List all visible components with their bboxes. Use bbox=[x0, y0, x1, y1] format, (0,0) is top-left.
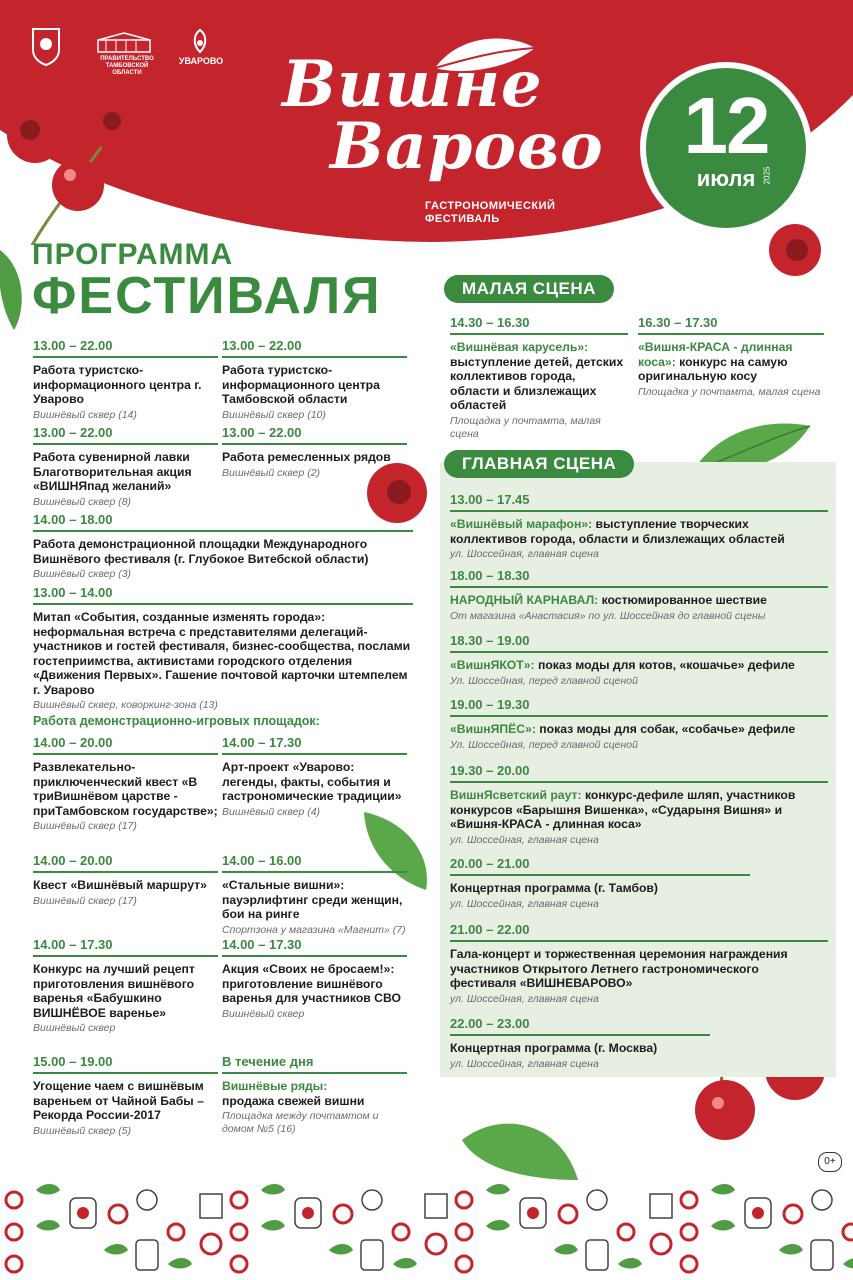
cherry-half-icon bbox=[765, 222, 825, 278]
item-desc-text: выступление детей, детских коллективов города, области и близлежащих областей bbox=[450, 354, 624, 412]
item-desc: Угощение чаем с вишнёвым вареньем от Чайной Бабы – Рекорда России-2017 bbox=[33, 1079, 204, 1122]
item-desc: Квест «Вишнёвый маршрут» bbox=[33, 878, 207, 892]
item-location: Вишнёвый сквер (4) bbox=[222, 805, 321, 818]
main-stage-item bbox=[450, 763, 828, 847]
item-desc bbox=[450, 340, 628, 413]
folk-ornament-pattern bbox=[0, 1180, 853, 1280]
item-time: 13.00 – 22.00 bbox=[222, 338, 407, 358]
item-time: 21.00 – 22.00 bbox=[450, 922, 828, 942]
item-time: 14.00 – 17.30 bbox=[222, 735, 407, 755]
item-time: 13.00 – 22.00 bbox=[33, 338, 218, 358]
item-location: ул. Шоссейная, главная сцена bbox=[450, 1057, 599, 1070]
program-item bbox=[33, 512, 413, 581]
item-desc bbox=[450, 517, 828, 546]
main-stage-item bbox=[450, 492, 828, 561]
program-item bbox=[33, 425, 218, 509]
program-item bbox=[222, 1054, 407, 1136]
item-desc: Работа ремесленных рядов bbox=[222, 450, 391, 464]
item-desc: Работа сувенирной лавки Благотворительная акция «ВИШНЯпад желаний» bbox=[33, 450, 192, 493]
item-time: 16.30 – 17.30 bbox=[638, 315, 824, 335]
date-year: 2025 bbox=[762, 166, 772, 185]
item-desc: Концертная программа (г. Тамбов) bbox=[450, 881, 658, 895]
program-title: ПРОГРАММА bbox=[32, 238, 234, 271]
item-highlight: НАРОДНЫЙ КАРНАВАЛ: bbox=[450, 593, 599, 607]
item-desc: Работа демонстрационной площадки Международного Вишнёвого фестиваля (г. Глубокое Витебской области) bbox=[33, 537, 369, 566]
item-desc-text: показ моды для котов, «кошачье» дефиле bbox=[537, 658, 795, 672]
item-highlight: «Вишня-КРАСА - длинная коса»: bbox=[638, 340, 793, 369]
item-location: Вишнёвый сквер (14) bbox=[33, 408, 137, 421]
item-location: ул. Шоссейная, главная сцена bbox=[450, 992, 599, 1005]
item-location: От магазина «Анастасия» по ул. Шоссейная до главной сцены bbox=[450, 609, 766, 622]
item-desc: Развлекательно-приключенческий квест «В триВишнёвом царстве - приТамбовском государстве»; bbox=[33, 760, 218, 818]
program-item bbox=[222, 853, 407, 937]
item-location: Вишнёвый сквер bbox=[222, 1007, 305, 1020]
item-time: 14.00 – 17.30 bbox=[222, 937, 407, 957]
item-desc-text: костюмированное шествие bbox=[601, 593, 767, 607]
item-desc: Конкурс на лучший рецепт приготовления вишнёвого варенья «Бабушкино ВИШНЁВОЕ варенье» bbox=[33, 962, 195, 1020]
item-location: Вишнёвый сквер (5) bbox=[33, 1124, 132, 1137]
item-time: 13.00 – 14.00 bbox=[33, 585, 413, 605]
item-desc: Митап «События, созданные изменять города»: неформальная встреча с представителями делегаций-участников и гостей фестиваля, бизнес-сообщества, послами гостеприимства, активистами городского отделения «Движения Первых». Гашение почтовой карточки штемпелем г. Уварово bbox=[33, 610, 411, 697]
main-stage-title: ГЛАВНАЯ СЦЕНА bbox=[444, 450, 634, 478]
item-location: Вишнёвый сквер (8) bbox=[33, 495, 132, 508]
program-item bbox=[222, 425, 407, 480]
item-desc-text: конкурс-дефиле шляп, участников конкурсов «Барышня Вишенка», «Сударыня Вишня» и «Вишня-КРАСА - длинная коса» bbox=[450, 788, 796, 831]
org-uvarovo-label: УВАРОВО bbox=[178, 56, 224, 66]
date-day: 12 bbox=[683, 81, 769, 170]
item-location: Вишнёвый сквер (17) bbox=[33, 894, 137, 907]
small-stage-item bbox=[450, 315, 628, 441]
age-rating-badge: 0+ bbox=[818, 1152, 842, 1172]
item-highlight: «ВишнЯКОТ»: bbox=[450, 658, 535, 672]
program-item bbox=[33, 585, 413, 712]
org-government-label: ПРАВИТЕЛЬСТВО ТАМБОВСКОЙ ОБЛАСТИ bbox=[100, 56, 154, 76]
program-item bbox=[222, 937, 407, 1021]
item-time: 14.30 – 16.30 bbox=[450, 315, 628, 335]
item-location: Площадка у почтамта, малая сцена bbox=[450, 414, 601, 440]
main-stage-item bbox=[450, 1016, 710, 1071]
item-desc: Работа туристско-информационного центра Тамбовской области bbox=[222, 363, 380, 406]
program-item bbox=[222, 338, 407, 422]
item-location: ул. Шоссейная, главная сцена bbox=[450, 897, 599, 910]
government-building-icon bbox=[96, 32, 152, 54]
item-desc bbox=[222, 1079, 407, 1108]
item-location: Площадка у почтамта, малая сцена bbox=[638, 385, 821, 398]
date-badge bbox=[640, 62, 812, 234]
item-time: 13.00 – 22.00 bbox=[33, 425, 218, 445]
item-location: ул. Шоссейная, главная сцена bbox=[450, 548, 599, 560]
item-time: В течение дня bbox=[222, 1054, 407, 1074]
item-time: 14.00 – 17.30 bbox=[33, 937, 218, 957]
program-item bbox=[33, 338, 218, 422]
item-location: Вишнёвый сквер, коворкинг-зона (13) bbox=[33, 699, 218, 711]
item-time: 20.00 – 21.00 bbox=[450, 856, 750, 876]
item-desc bbox=[638, 340, 824, 384]
main-stage-item bbox=[450, 856, 750, 911]
leaf-icon bbox=[0, 250, 28, 330]
item-location: ул. Шоссейная, главная сцена bbox=[450, 833, 599, 846]
program-item bbox=[33, 937, 218, 1035]
item-time: 18.30 – 19.00 bbox=[450, 633, 828, 653]
festival-logo-line2: Варово bbox=[330, 109, 604, 184]
item-desc: Работа туристско-информационного центра г. Уварово bbox=[33, 363, 202, 406]
festival-logo-line1: Вишне bbox=[282, 47, 543, 122]
item-highlight: ВишнЯсветский раут: bbox=[450, 788, 582, 802]
item-time: 19.00 – 19.30 bbox=[450, 697, 828, 717]
item-highlight: «Вишнёвый марафон»: bbox=[450, 517, 593, 531]
item-desc: Акция «Своих не бросаем!»: приготовление вишнёвого варенья для участников СВО bbox=[222, 962, 401, 1005]
main-stage-item bbox=[450, 633, 828, 688]
festival-subtitle-2: ФЕСТИВАЛЬ bbox=[425, 213, 500, 225]
item-desc-text: показ моды для собак, «собачье» дефиле bbox=[539, 722, 796, 736]
item-desc bbox=[450, 722, 828, 737]
item-desc: «Стальные вишни»: пауэрлифтинг среди женщин, бои на ринге bbox=[222, 878, 403, 921]
leaf-icon-5 bbox=[460, 1110, 580, 1190]
cherry-cluster-icon bbox=[0, 95, 150, 245]
item-time: 14.00 – 20.00 bbox=[33, 735, 218, 755]
coat-of-arms-icon bbox=[30, 26, 62, 66]
festival-title: ФЕСТИВАЛЯ bbox=[32, 267, 382, 325]
item-time: 14.00 – 16.00 bbox=[222, 853, 407, 873]
festival-subtitle-1: ГАСТРОНОМИЧЕСКИЙ bbox=[425, 200, 556, 212]
item-desc bbox=[450, 788, 828, 832]
item-desc: Арт-проект «Уварово: легенды, факты, события и гастрономические традиции» bbox=[222, 760, 402, 803]
item-desc bbox=[450, 658, 828, 673]
item-desc: Концертная программа (г. Москва) bbox=[450, 1041, 658, 1055]
item-time: 13.00 – 17.45 bbox=[450, 492, 828, 512]
program-item bbox=[222, 735, 407, 819]
item-time: 18.00 – 18.30 bbox=[450, 568, 828, 588]
date-month: июля bbox=[696, 166, 756, 191]
item-location: Ул. Шоссейная, перед главной сценой bbox=[450, 674, 638, 687]
program-item bbox=[33, 853, 218, 908]
item-desc: Гала-концерт и торжественная церемония награждения участников Открытого Летнего гастрономического фестиваля «ВИШНЕВАРОВО» bbox=[450, 947, 788, 990]
item-location: Спортзона у магазина «Магнит» (7) bbox=[222, 923, 406, 936]
item-time: 14.00 – 20.00 bbox=[33, 853, 218, 873]
program-item bbox=[33, 1054, 218, 1138]
item-desc bbox=[450, 593, 828, 608]
item-time: 22.00 – 23.00 bbox=[450, 1016, 710, 1036]
program-item bbox=[33, 735, 218, 833]
item-highlight: «Вишнёвая карусель»: bbox=[450, 340, 589, 354]
uvarovo-logo-icon bbox=[188, 28, 212, 54]
item-location: Вишнёвый сквер (10) bbox=[222, 408, 326, 421]
main-stage-item bbox=[450, 922, 828, 1006]
item-desc-text: выступление творческих коллективов города, области и близлежащих областей bbox=[450, 517, 785, 546]
demo-areas-heading: Работа демонстрационно-игровых площадок: bbox=[33, 714, 320, 728]
item-time: 14.00 – 18.00 bbox=[33, 512, 413, 532]
item-desc-text: конкурс на самую оригинальную косу bbox=[638, 354, 788, 383]
item-time: 13.00 – 22.00 bbox=[222, 425, 407, 445]
item-location: Вишнёвый сквер bbox=[33, 1022, 116, 1034]
item-location: Вишнёвый сквер (17) bbox=[33, 820, 137, 832]
item-desc-text: продажа свежей вишни bbox=[222, 1093, 365, 1108]
item-location: Площадка между почтамтом и домом №5 (16) bbox=[222, 1110, 379, 1135]
item-time: 15.00 – 19.00 bbox=[33, 1054, 218, 1074]
main-stage-item bbox=[450, 568, 828, 623]
small-stage-title: МАЛАЯ СЦЕНА bbox=[444, 275, 614, 303]
item-location: Вишнёвый сквер (2) bbox=[222, 466, 321, 479]
item-location: Ул. Шоссейная, перед главной сценой bbox=[450, 738, 638, 751]
item-highlight: Вишнёвые ряды: bbox=[222, 1079, 328, 1093]
item-location: Вишнёвый сквер (3) bbox=[33, 568, 132, 580]
item-time: 19.30 – 20.00 bbox=[450, 763, 828, 783]
small-stage-item bbox=[638, 315, 824, 399]
main-stage-item bbox=[450, 697, 828, 752]
item-highlight: «ВишнЯПЁС»: bbox=[450, 722, 536, 736]
